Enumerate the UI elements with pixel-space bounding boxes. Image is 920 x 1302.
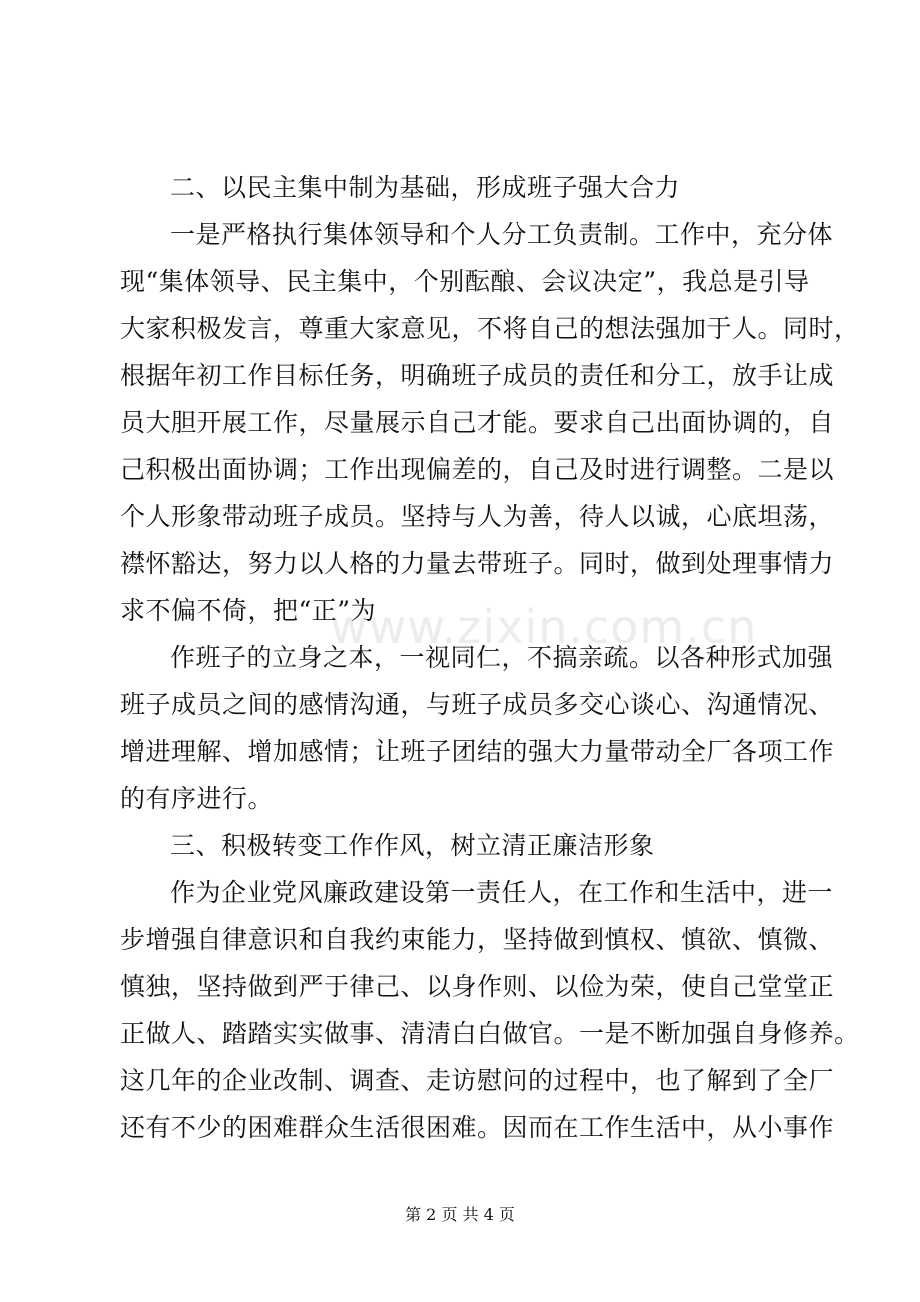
text-line: 三、积极转变工作作风，树立清正廉洁形象 — [170, 831, 655, 860]
text-line: 这几年的企业改制、调查、走访慰问的过程中，也了解到了全厂 — [120, 1066, 835, 1095]
text-line: 作班子的立身之本，一视同仁，不搞亲疏。以各种形式加强 — [170, 643, 834, 672]
text-line: 襟怀豁达，努力以人格的力量去带班子。同时，做到处理事情力 — [120, 549, 835, 578]
page-footer: 第 2 页 共 4 页 — [405, 1205, 515, 1224]
text-line: 一是严格执行集体领导和个人分工负责制。工作中，充分体 — [170, 220, 834, 249]
text-line: 二、以民主集中制为基础，形成班子强大合力 — [170, 173, 681, 202]
text-line: 慎独，坚持做到严于律己、以身作则、以俭为荣，使自己堂堂正 — [120, 972, 835, 1001]
text-line: 步增强自律意识和自我约束能力，坚持做到慎权、慎欲、慎微、 — [120, 925, 835, 954]
text-line: 个人形象带动班子成员。坚持与人为善，待人以诚，心底坦荡， — [120, 502, 835, 531]
text-line: 求不偏不倚，把“正”为 — [120, 596, 377, 625]
text-line: 员大胆开展工作，尽量展示自己才能。要求自己出面协调的，自 — [120, 408, 835, 437]
document-body — [120, 164, 860, 1151]
text-line: 还有不少的困难群众生活很困难。因而在工作生活中，从小事作 — [120, 1113, 835, 1142]
text-line: 的有序进行。 — [120, 784, 274, 813]
text-line: 正做人、踏踏实实做事、清清白白做官。一是不断加强自身修养。 — [120, 1019, 860, 1048]
text-line: 现“集体领导、民主集中，个别酝酿、会议决定”，我总是引导 — [120, 267, 810, 296]
text-line: 增进理解、增加感情；让班子团结的强大力量带动全厂各项工作 — [120, 737, 835, 766]
text-line: 己积极出面协调；工作出现偏差的，自己及时进行调整。二是以 — [120, 455, 835, 484]
text-line: 作为企业党风廉政建设第一责任人，在工作和生活中，进一 — [170, 878, 834, 907]
text-line: 大家积极发言，尊重大家意见，不将自己的想法强加于人。同时， — [120, 314, 860, 343]
text-line: 班子成员之间的感情沟通，与班子成员多交心谈心、沟通情况、 — [120, 690, 835, 719]
text-line: 根据年初工作目标任务，明确班子成员的责任和分工，放手让成 — [120, 361, 835, 390]
watermark: www.zixin.com.cn — [330, 600, 758, 654]
